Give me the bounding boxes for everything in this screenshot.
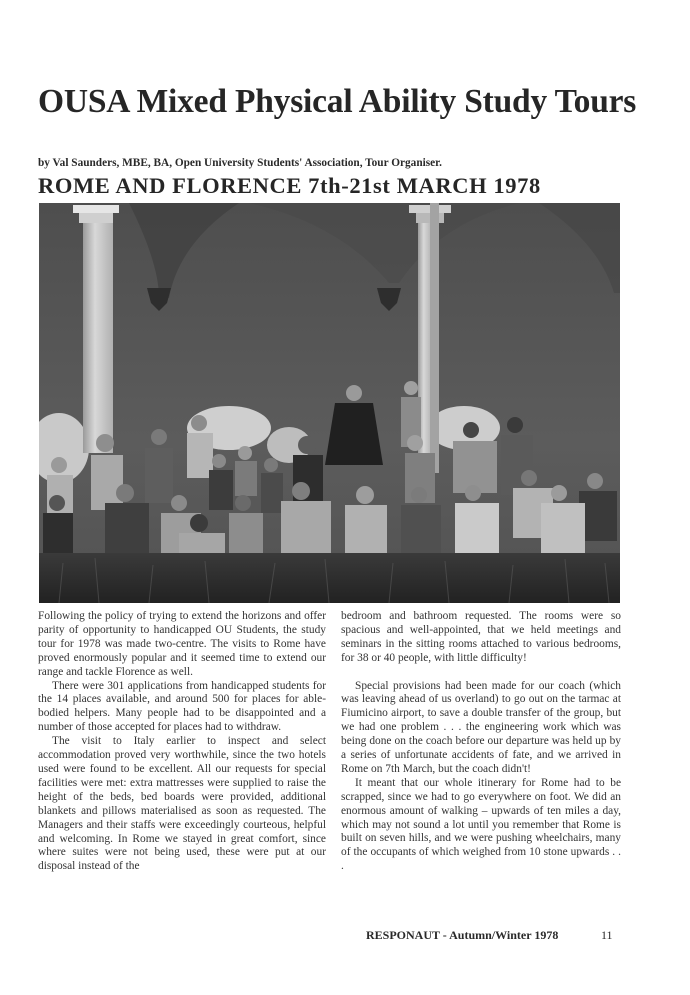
page-number: 11 xyxy=(601,928,613,942)
grass-foreground xyxy=(39,553,620,603)
article-column-right xyxy=(341,610,621,874)
paragraph: Special provisions had been made for our coach (which was leaving ahead of us overland) to go out on the tarmac at Fiumicino airport, to save a double transfer of the group, but we had one problem . . . the engineering work which was being done on the coach before our departure was held up by a series of unfortunate accidents of fate, and we arrived in Rome on 7th March, but the coach didn't! xyxy=(341,679,621,775)
article-title: OUSA Mixed Physical Ability Study Tours xyxy=(38,83,637,120)
article-subtitle: ROME AND FLORENCE 7th-21st MARCH 1978 xyxy=(38,173,541,198)
paragraph: bedroom and bathroom requested. The rooms were so spacious and well-appointed, that we held meetings and seminars in the sitting rooms attached to various bedrooms, for 38 or 40 people, with little difficulty! xyxy=(341,610,621,664)
paragraph: Following the policy of trying to extend the horizons and offer parity of opportunity to handicapped OU Students, the study tour for 1978 was made two-centre. The visits to Rome have proved enormously popular and it seemed time to extend our range and tackle Florence as well. xyxy=(38,610,326,678)
article-column-left xyxy=(38,610,326,874)
group-photo xyxy=(39,203,620,603)
article-byline: by Val Saunders, MBE, BA, Open University Students' Association, Tour Organiser. xyxy=(38,157,442,169)
paragraph: There were 301 applications from handicapped students for the 14 places available, and around 500 for places for able-bodied helpers. Many people had to be disappointed and a number of those accepted for places had to withdraw. xyxy=(38,679,326,734)
publication-footer: RESPONAUT - Autumn/Winter 1978 xyxy=(366,928,559,942)
paragraph: It meant that our whole itinerary for Rome had to be scrapped, since we had to go everywhere on foot. We did an enormous amount of walking – upwards of ten miles a day, which may not sound a lot until you remember that Rome is built on seven hills, and we were pushing wheelchairs, many of the occupants of which weighed from 10 stone upwards . . . xyxy=(341,776,621,873)
paragraph: The visit to Italy earlier to inspect and select accommodation proved very worthwhile, since the two hotels used were found to be excellent. All our requests for special facilities were met: extra mattresses were supplied to raise the height of the beds, bed boards were provided, additional blankets and pillows materialised as soon as requested. The Managers and their staffs were exceedingly courteous, helpful and welcoming. In Rome we stayed in great comfort, since where suites were not being used, these were put at our disposal instead of the xyxy=(38,735,326,873)
